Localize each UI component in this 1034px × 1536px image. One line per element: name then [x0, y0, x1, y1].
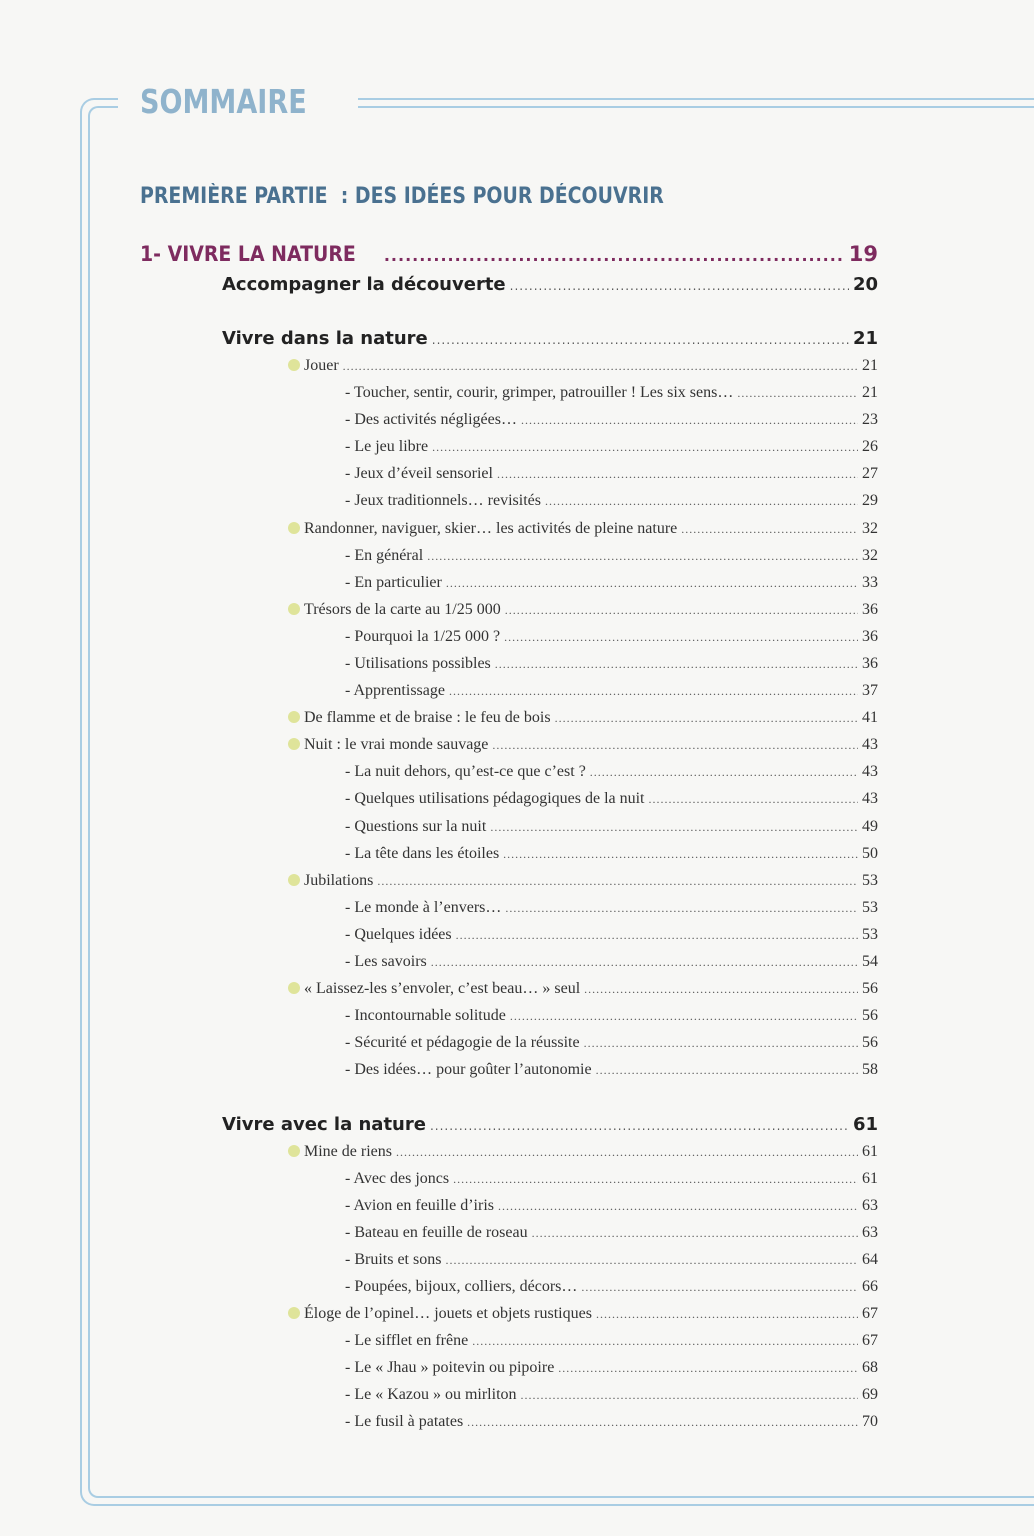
leader-dots [384, 246, 845, 265]
toc-sub-item[interactable]: - Des idées… pour goûter l’autonomie ..... 58 [345, 1061, 878, 1079]
toc-sub-item[interactable]: - La tête dans les étoiles ..... 50 [345, 845, 878, 863]
toc-sub-item[interactable]: - Toucher, sentir, courir, grimper, patrouiller ! Les six sens… ..... 21 [345, 384, 878, 402]
toc-sub-item[interactable]: - Jeux traditionnels… revisités ..... 29 [345, 492, 878, 510]
toc-sub-item[interactable]: - Sécurité et pédagogie de la réussite ..... 56 [345, 1034, 878, 1052]
toc-bullet-item[interactable]: « Laissez-les s’envoler, c’est beau… » seul ..... 56 [288, 980, 878, 998]
toc-sub-item[interactable]: - La nuit dehors, qu’est-ce que c’est ? ..... 43 [345, 763, 878, 781]
toc-sub-item[interactable]: - Le monde à l’envers… ..... 53 [345, 899, 878, 917]
toc-sub-item[interactable]: - Jeux d’éveil sensoriel ..... 27 [345, 465, 878, 483]
toc-section[interactable]: Accompagner la découverte ..... 20 [222, 274, 878, 295]
toc-bullet-item[interactable]: Jouer ..... 21 [288, 357, 878, 375]
toc-sub-item[interactable]: - Incontournable solitude ..... 56 [345, 1007, 878, 1025]
toc-bullet-item[interactable]: Nuit : le vrai monde sauvage ..... 43 [288, 736, 878, 754]
toc-bullet-item[interactable]: Randonner, naviguer, skier… les activités de pleine nature ..... 32 [288, 520, 878, 538]
toc-sub-item[interactable]: - Avec des joncs ..... 61 [345, 1170, 878, 1188]
toc-sub-item[interactable]: - Utilisations possibles ..... 36 [345, 655, 878, 673]
toc-sub-item[interactable]: - Le fusil à patates ..... 70 [345, 1413, 878, 1431]
toc-bullet-item[interactable]: Éloge de l’opinel… jouets et objets rustiques ..... 67 [288, 1305, 878, 1323]
toc-sub-item[interactable]: - Bateau en feuille de roseau ..... 63 [345, 1224, 878, 1242]
toc-sub-item[interactable]: - Bruits et sons ..... 64 [345, 1251, 878, 1269]
toc-sub-item[interactable]: - Avion en feuille d’iris ..... 63 [345, 1197, 878, 1215]
toc-sub-item[interactable]: - Questions sur la nuit ..... 49 [345, 818, 878, 836]
part-title: PREMIÈRE PARTIE : DES IDÉES POUR DÉCOUVRIR [140, 184, 664, 209]
toc-sub-item[interactable]: - En général ..... 32 [345, 547, 878, 565]
toc-sub-item[interactable]: - Le jeu libre ..... 26 [345, 438, 878, 456]
toc-sub-item[interactable]: - Poupées, bijoux, colliers, décors… ..... 66 [345, 1278, 878, 1296]
toc-sub-item[interactable]: - Le sifflet en frêne ..... 67 [345, 1332, 878, 1350]
toc-bullet-item[interactable]: Trésors de la carte au 1/25 000 ..... 36 [288, 601, 878, 619]
toc-sub-item[interactable]: - Quelques utilisations pédagogiques de la nuit ..... 43 [345, 790, 878, 808]
toc-chapter[interactable]: 1- VIVRE LA NATURE ..... 19 [140, 242, 878, 266]
toc-section[interactable]: Vivre avec la nature ..... 61 [222, 1114, 878, 1135]
toc-sub-item[interactable]: - Quelques idées ..... 53 [345, 926, 878, 944]
toc-sub-item[interactable]: - Le « Jhau » poitevin ou pipoire ..... 68 [345, 1359, 878, 1377]
toc-sub-item[interactable]: - Apprentissage ..... 37 [345, 682, 878, 700]
toc-bullet-item[interactable]: Mine de riens ..... 61 [288, 1143, 878, 1161]
page-title: SOMMAIRE [140, 82, 307, 121]
toc-sub-item[interactable]: - Le « Kazou » ou mirliton ..... 69 [345, 1386, 878, 1404]
toc-sub-item[interactable]: - Pourquoi la 1/25 000 ? ..... 36 [345, 628, 878, 646]
toc-section[interactable]: Vivre dans la nature ..... 21 [222, 328, 878, 349]
toc-bullet-item[interactable]: De flamme et de braise : le feu de bois ..... 41 [288, 709, 878, 727]
toc-sub-item[interactable]: - Les savoirs ..... 54 [345, 953, 878, 971]
toc-bullet-item[interactable]: Jubilations ..... 53 [288, 872, 878, 890]
toc-sub-item[interactable]: - En particulier ..... 33 [345, 574, 878, 592]
toc-sub-item[interactable]: - Des activités négligées… ..... 23 [345, 411, 878, 429]
